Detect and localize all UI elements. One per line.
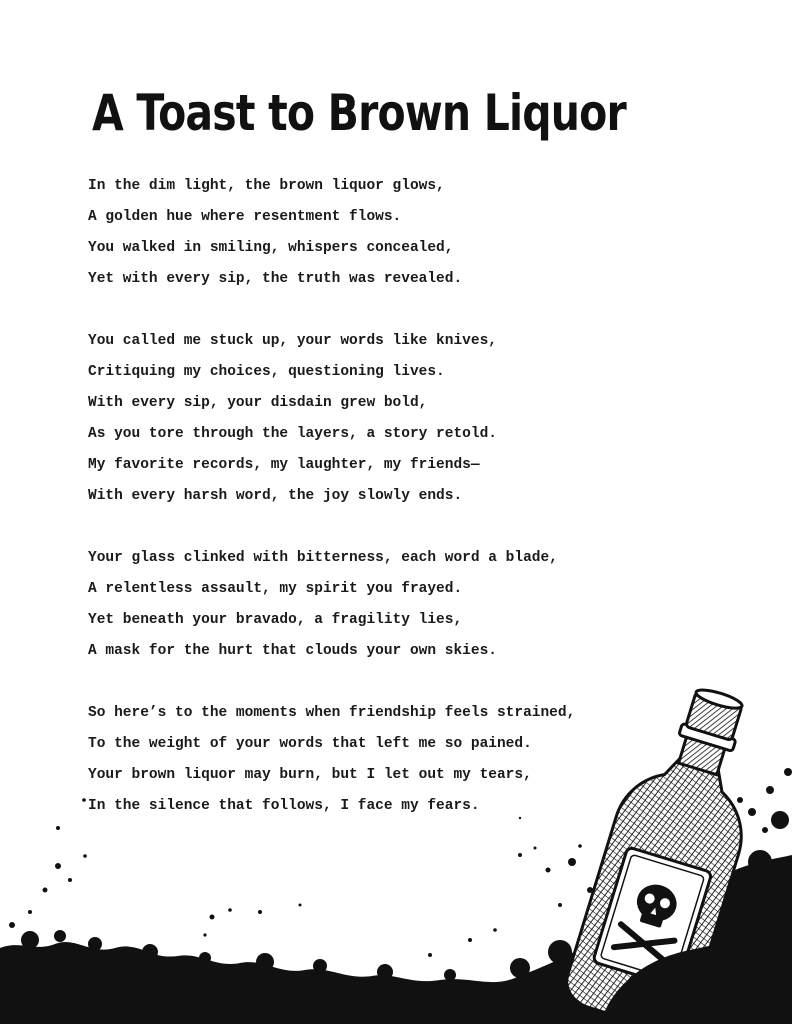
poem-title: A Toast to Brown Liquor xyxy=(92,84,626,142)
poem-line: You called me stuck up, your words like knives, xyxy=(88,333,497,349)
stanza xyxy=(88,328,708,514)
poem-line: Yet with every sip, the truth was revealed. xyxy=(88,271,463,287)
stanza xyxy=(88,173,708,297)
poem-line: You walked in smiling, whispers concealed, xyxy=(88,240,454,256)
stanza xyxy=(88,700,708,824)
poem-line: As you tore through the layers, a story retold. xyxy=(88,426,497,442)
stanza xyxy=(88,545,708,669)
poem-line: Yet beneath your bravado, a fragility lies, xyxy=(88,612,463,628)
poem-body xyxy=(88,173,708,855)
poem-line: Your brown liquor may burn, but I let out my tears, xyxy=(88,767,532,783)
poem-line: A mask for the hurt that clouds your own skies. xyxy=(88,643,497,659)
poem-line: A relentless assault, my spirit you frayed. xyxy=(88,581,463,597)
poem-line: With every harsh word, the joy slowly ends. xyxy=(88,488,463,504)
skull-icon xyxy=(614,877,689,963)
poem-line: So here’s to the moments when friendship feels strained, xyxy=(88,705,576,721)
poem-line: A golden hue where resentment flows. xyxy=(88,209,402,225)
poem-line: Your glass clinked with bitterness, each word a blade, xyxy=(88,550,558,566)
poem-line: My favorite records, my laughter, my friends— xyxy=(88,457,480,473)
poem-line: To the weight of your words that left me so pained. xyxy=(88,736,532,752)
poem-line: With every sip, your disdain grew bold, xyxy=(88,395,428,411)
poem-line: In the silence that follows, I face my fears. xyxy=(88,798,480,814)
poem-line: Critiquing my choices, questioning lives. xyxy=(88,364,445,380)
ink-ground xyxy=(0,855,792,1024)
poem-line: In the dim light, the brown liquor glows, xyxy=(88,178,445,194)
